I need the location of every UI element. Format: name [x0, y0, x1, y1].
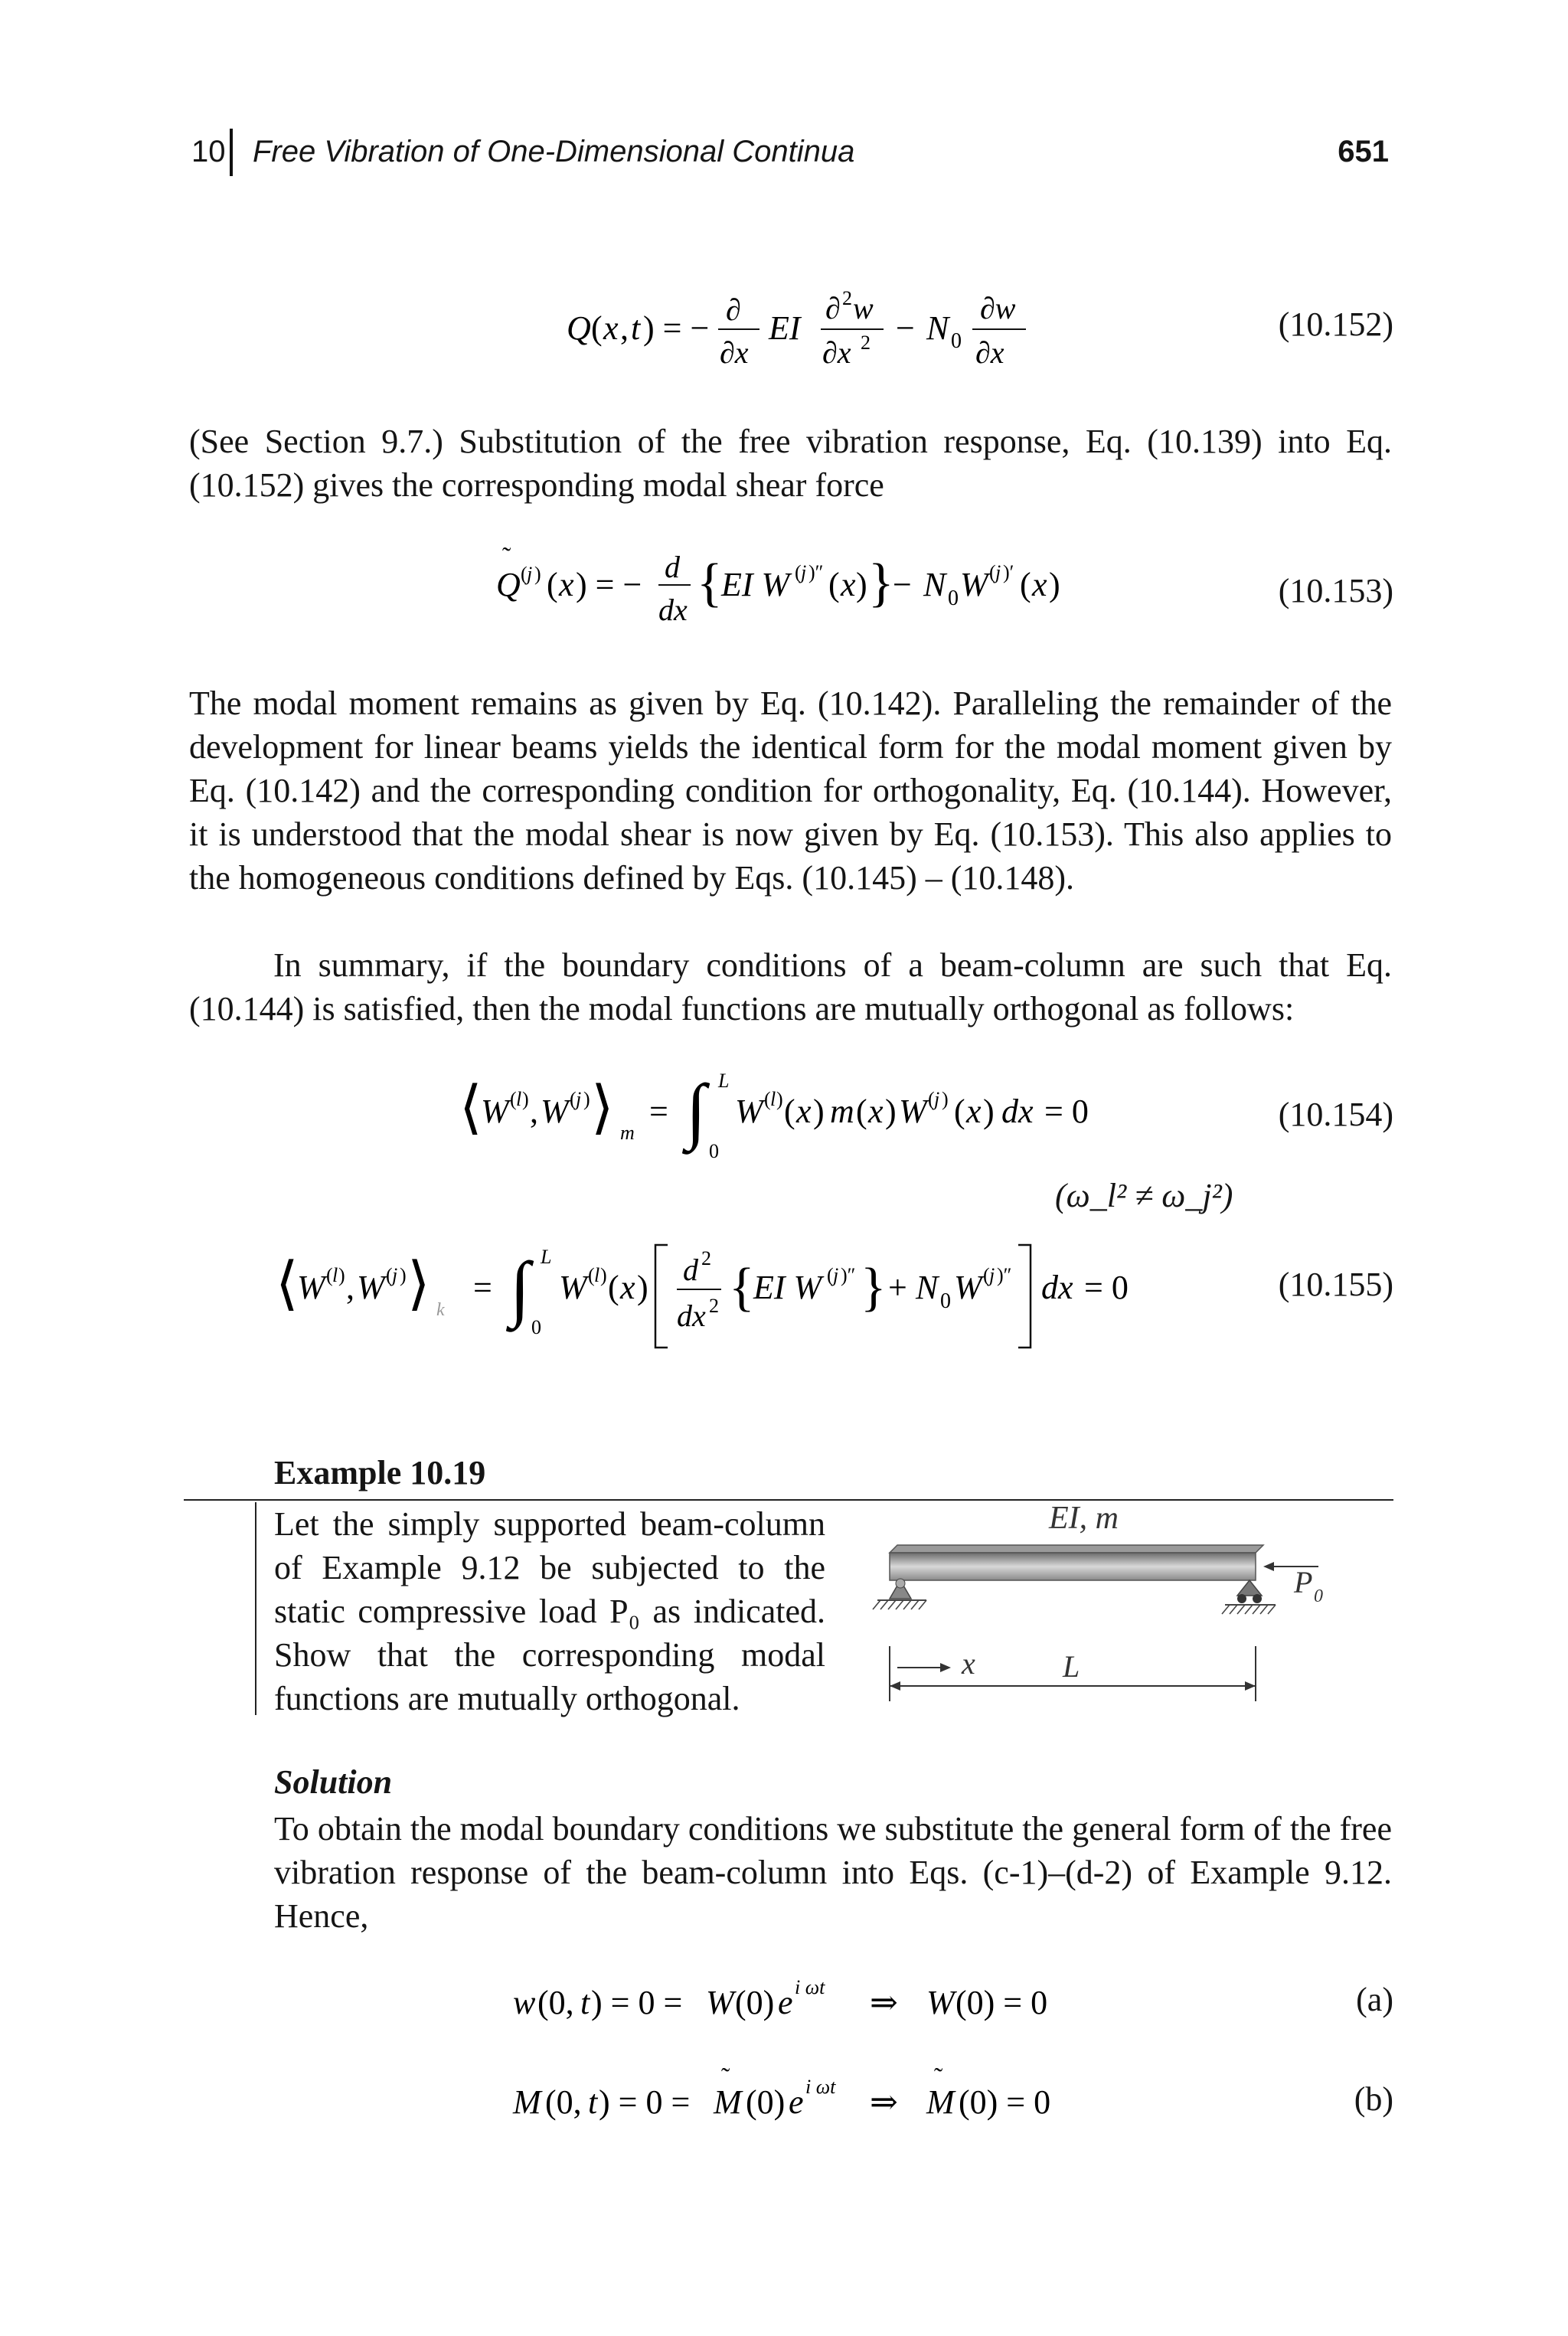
svg-text:dx: dx: [1001, 1093, 1034, 1130]
svg-text:−: −: [896, 309, 915, 347]
svg-text:,: ,: [620, 309, 629, 347]
equation-10-155: [276, 1233, 1164, 1355]
svg-text:) = 0 =: ) = 0 =: [599, 2083, 691, 2121]
svg-text:=: =: [473, 1269, 492, 1306]
svg-text:j: j: [801, 561, 807, 583]
equation-10-154: [459, 1064, 1148, 1164]
svg-text:0: 0: [940, 1289, 951, 1313]
svg-text:L: L: [541, 1246, 552, 1268]
svg-text:j: j: [392, 1264, 398, 1286]
svg-text:(: (: [1020, 566, 1031, 603]
solution-title: Solution: [274, 1763, 393, 1801]
equation-10-153: [490, 536, 1118, 643]
svg-text:(: (: [989, 561, 996, 583]
svg-text:Q: Q: [496, 566, 521, 603]
svg-text:⇒: ⇒: [870, 1984, 898, 2021]
example-side-rule: [255, 1502, 256, 1715]
equation-a: [505, 1960, 1087, 2037]
svg-text:}: }: [861, 1258, 887, 1317]
svg-text:= 0: = 0: [1084, 1269, 1129, 1306]
svg-text:M: M: [714, 2083, 742, 2121]
svg-text:(0): (0): [746, 2083, 786, 2121]
ground-hatch-left: [873, 1600, 926, 1609]
svg-text:): ): [400, 1264, 407, 1286]
beam-top-face: [890, 1545, 1263, 1553]
svg-text:l: l: [332, 1264, 338, 1286]
svg-text:(: (: [827, 1264, 834, 1286]
svg-text:W: W: [357, 1269, 385, 1306]
svg-text:W: W: [297, 1269, 325, 1306]
stiffness-label: EI, m: [1049, 1501, 1119, 1536]
svg-text:): ): [637, 1269, 648, 1306]
svg-text:): ): [583, 1088, 590, 1110]
svg-text:e: e: [778, 1984, 793, 2021]
svg-text:): ): [776, 1088, 783, 1110]
svg-text:⟨: ⟨: [276, 1252, 299, 1316]
paragraph: The modal moment remains as given by Eq. (10.142). Paralleling the remainder of the development for linear beams yields the identical form for the modal moment given by Eq. (10.142) and the corresponding condition for orthogonality, Eq. (10.144). However, it is understood that the modal shear is now given by Eq. (10.153). This also applies to the homogeneous conditions defined by Eqs. (10.145) – (10.148).: [189, 684, 1392, 897]
svg-text:(0,: (0,: [545, 2083, 582, 2121]
svg-text:j: j: [995, 561, 1001, 583]
svg-text:W: W: [899, 1093, 927, 1130]
svg-text:x: x: [559, 566, 574, 603]
ground-hatch-right: [1222, 1605, 1276, 1614]
svg-text:−: −: [893, 566, 912, 603]
equation-number: (10.153): [1278, 572, 1393, 609]
load-label: P: [1294, 1565, 1313, 1599]
svg-text:N: N: [923, 566, 946, 603]
svg-text:{: {: [697, 554, 723, 613]
x-label: x: [962, 1646, 975, 1681]
svg-text:M: M: [513, 2083, 541, 2121]
svg-text:M: M: [926, 2083, 955, 2121]
svg-text:dx: dx: [1041, 1269, 1073, 1306]
svg-text:m: m: [620, 1122, 635, 1144]
svg-text:j: j: [989, 1264, 995, 1286]
svg-text:W: W: [926, 1984, 955, 2021]
svg-text:l: l: [516, 1088, 522, 1110]
svg-text:)′: )′: [1003, 561, 1014, 583]
svg-text:˜: ˜: [934, 2063, 943, 2092]
svg-text:2: 2: [842, 287, 852, 309]
svg-text:) = −: ) = −: [643, 309, 710, 347]
svg-text:j: j: [576, 1088, 582, 1110]
svg-text:⟨: ⟨: [459, 1076, 482, 1140]
svg-text:,: ,: [346, 1269, 354, 1306]
header-divider: [230, 129, 233, 176]
svg-text:EI W: EI W: [753, 1269, 822, 1306]
svg-text:t: t: [580, 1984, 590, 2021]
svg-text:t: t: [631, 309, 641, 347]
equation-number: (10.154): [1278, 1096, 1393, 1133]
svg-text:+: +: [888, 1269, 907, 1306]
svg-text:0: 0: [948, 586, 959, 610]
svg-text:W: W: [481, 1093, 509, 1130]
svg-text:(0) = 0: (0) = 0: [956, 1984, 1048, 2021]
svg-text:d: d: [665, 550, 680, 584]
svg-text:W: W: [559, 1269, 587, 1306]
equation-number: (a): [1356, 1981, 1393, 2018]
svg-text:j: j: [934, 1088, 940, 1110]
svg-text:2: 2: [701, 1247, 711, 1269]
svg-text:) = 0 =: ) = 0 =: [591, 1984, 683, 2021]
svg-text:⟩: ⟩: [407, 1252, 430, 1316]
svg-text:Q: Q: [567, 309, 591, 347]
svg-text:l: l: [594, 1264, 600, 1286]
svg-text:⇒: ⇒: [870, 2083, 898, 2121]
svg-text:w: w: [513, 1984, 536, 2021]
svg-text:): ): [600, 1264, 607, 1286]
svg-text:dx: dx: [677, 1299, 706, 1333]
svg-text:x: x: [868, 1093, 884, 1130]
example-statement: Let the simply supported beam-column of Example 9.12 be subjected to the static compressive load P₀ as indicated. Show that the corresponding modal functions are mutually orthogonal.: [274, 1505, 825, 1717]
svg-text:=: =: [649, 1093, 668, 1130]
svg-text:)″: )″: [841, 1264, 856, 1286]
svg-text:): ): [534, 563, 541, 585]
svg-text:dx: dx: [658, 593, 688, 627]
svg-text:W: W: [706, 1984, 734, 2021]
svg-text:(: (: [856, 1093, 867, 1130]
svg-text:(0,: (0,: [537, 1984, 574, 2021]
svg-text:2: 2: [709, 1295, 719, 1317]
svg-text:l: l: [770, 1088, 776, 1110]
svg-text:i ωt: i ωt: [805, 2076, 836, 2098]
svg-text:∂x: ∂x: [822, 335, 851, 370]
svg-text:∫: ∫: [686, 1069, 707, 1151]
equation-number: (10.152): [1278, 305, 1393, 343]
svg-text:(: (: [510, 1088, 517, 1110]
svg-text:j: j: [833, 1264, 839, 1286]
svg-text:m: m: [830, 1093, 854, 1130]
svg-text:): ): [856, 566, 867, 603]
svg-text:(: (: [954, 1093, 965, 1130]
svg-text:w: w: [853, 291, 874, 325]
svg-text:∂x: ∂x: [975, 335, 1004, 370]
svg-text:,: ,: [530, 1093, 538, 1130]
svg-text:): ): [522, 1088, 529, 1110]
beam-column-figure: [850, 1501, 1325, 1723]
svg-text:N: N: [926, 309, 949, 347]
svg-text:): ): [338, 1264, 345, 1286]
svg-text:x: x: [966, 1093, 982, 1130]
svg-text:EI W: EI W: [721, 566, 790, 603]
example-title: Example 10.19: [274, 1454, 486, 1491]
chapter-title: Free Vibration of One-Dimensional Continua: [253, 135, 855, 168]
svg-text:{: {: [729, 1258, 755, 1317]
svg-text:⟩: ⟩: [591, 1076, 614, 1140]
svg-text:0: 0: [951, 329, 962, 353]
svg-text:(: (: [764, 1088, 771, 1110]
svg-text:(: (: [386, 1264, 393, 1286]
roller-support: [1237, 1580, 1262, 1596]
svg-text:(: (: [570, 1088, 577, 1110]
svg-text:(0) = 0: (0) = 0: [959, 2083, 1051, 2121]
svg-text:(: (: [828, 566, 840, 603]
svg-text:): ): [885, 1093, 897, 1130]
svg-text:(: (: [608, 1269, 619, 1306]
svg-text:): ): [1049, 566, 1060, 603]
svg-text:(: (: [326, 1264, 333, 1286]
svg-text:(: (: [521, 563, 528, 585]
svg-text:W: W: [541, 1093, 569, 1130]
svg-text:(: (: [591, 309, 603, 347]
svg-text:(: (: [795, 561, 802, 583]
svg-text:d: d: [683, 1253, 698, 1287]
svg-text:(: (: [784, 1093, 795, 1130]
svg-text:)″: )″: [808, 561, 824, 583]
svg-text:x: x: [620, 1269, 635, 1306]
solution-text: To obtain the modal boundary conditions we substitute the general form of the free vibration response of the beam-column into Eqs. (c-1)–(d-2) of Example 9.12. Hence,: [274, 1810, 1392, 1935]
page-number: 651: [1338, 135, 1389, 168]
svg-text:x: x: [841, 566, 856, 603]
chapter-number: 10: [191, 135, 226, 168]
svg-text:i ωt: i ωt: [795, 1976, 825, 1998]
equation-10-152: [536, 274, 1072, 381]
svg-text:t: t: [588, 2083, 598, 2121]
svg-text:∂: ∂: [825, 291, 841, 325]
svg-text:(0): (0): [735, 1984, 775, 2021]
svg-text:W: W: [960, 566, 988, 603]
svg-text:) = −: ) = −: [576, 566, 642, 603]
svg-text:(: (: [928, 1088, 935, 1110]
svg-text:0: 0: [709, 1140, 719, 1162]
svg-text:}: }: [868, 554, 894, 613]
svg-text:): ): [942, 1088, 949, 1110]
svg-text:∂x: ∂x: [720, 335, 749, 370]
svg-text:k: k: [436, 1300, 445, 1320]
length-label: L: [1063, 1649, 1080, 1684]
svg-text:W: W: [735, 1093, 763, 1130]
svg-text:2: 2: [861, 332, 871, 354]
svg-text:˜: ˜: [502, 543, 511, 571]
svg-text:(: (: [547, 566, 558, 603]
svg-text:W: W: [954, 1269, 982, 1306]
orthogonality-condition: (ω_l² ≠ ω_j²): [1055, 1177, 1233, 1214]
svg-text:0: 0: [531, 1316, 541, 1338]
paragraph: In summary, if the boundary conditions of a beam-column are such that Eq. (10.144) is satisfied, then the modal functions are mutually orthogonal as follows:: [189, 946, 1392, 1028]
paragraph: (See Section 9.7.) Substitution of the free vibration response, Eq. (10.139) into Eq. (10.152) gives the corresponding modal shear force: [189, 423, 1392, 504]
svg-text:): ): [813, 1093, 825, 1130]
svg-text:N: N: [916, 1269, 939, 1306]
svg-text:j: j: [527, 563, 533, 585]
svg-text:): ): [983, 1093, 995, 1130]
equation-number: (10.155): [1278, 1266, 1393, 1303]
svg-text:∫: ∫: [510, 1246, 531, 1328]
equation-b: [505, 2060, 1087, 2136]
svg-text:= 0: = 0: [1044, 1093, 1089, 1130]
svg-text:∂: ∂: [726, 292, 741, 327]
svg-text:)″: )″: [997, 1264, 1012, 1286]
beam-body: [890, 1553, 1256, 1580]
svg-text:x: x: [1032, 566, 1047, 603]
svg-text:x: x: [603, 309, 619, 347]
svg-text:EI: EI: [769, 309, 801, 347]
svg-text:(: (: [983, 1264, 990, 1286]
svg-text:L: L: [718, 1070, 730, 1092]
svg-text:e: e: [789, 2083, 804, 2121]
svg-text:x: x: [796, 1093, 812, 1130]
svg-text:˜: ˜: [721, 2063, 730, 2092]
equation-number: (b): [1354, 2080, 1393, 2118]
svg-text:(: (: [588, 1264, 595, 1286]
load-subscript: 0: [1314, 1586, 1323, 1606]
svg-text:∂w: ∂w: [980, 291, 1016, 325]
